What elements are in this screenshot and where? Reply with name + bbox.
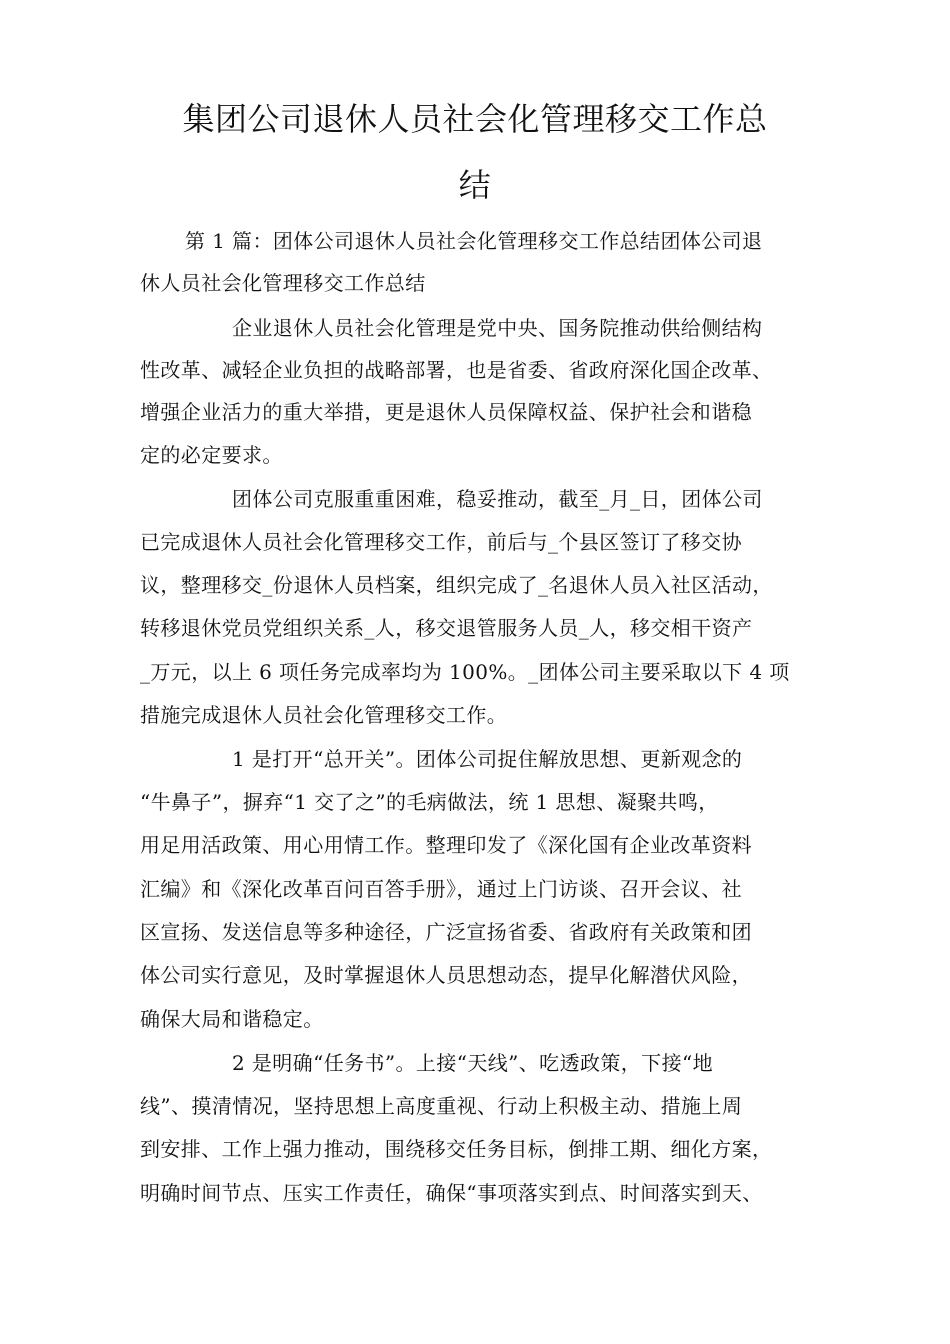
- body-line: 企业退休人员社会化管理是党中央、国务院推动供给侧结构: [232, 316, 763, 340]
- body-line: 团体公司克服重重困难，稳妥推动，截至_月_日，团体公司: [232, 487, 763, 511]
- document-title-line-2: 结: [458, 166, 492, 204]
- body-line: 休人员社会化管理移交工作总结: [140, 271, 426, 295]
- body-line: 区宣扬、发送信息等多种途径，广泛宣扬省委、省政府有关政策和团: [140, 920, 752, 944]
- body-line: 性改革、减轻企业负担的战略部署，也是省委、省政府深化国企改革、: [140, 358, 773, 382]
- body-line: 2 是明确“任务书”。上接“天线”、吃透政策，下接“地: [232, 1051, 714, 1075]
- body-line: 已完成退休人员社会化管理移交工作，前后与_个县区签订了移交协: [140, 530, 742, 554]
- body-line: _万元，以上 6 项任务完成率均为 100%。_团体公司主要采取以下 4 项: [140, 660, 790, 684]
- body-line: 明确时间节点、压实工作责任，确保“事项落实到点、时间落实到天、: [140, 1181, 763, 1205]
- document-title-line-1: 集团公司退休人员社会化管理移交工作总: [182, 100, 768, 138]
- body-line: 第 1 篇：团体公司退休人员社会化管理移交工作总结团体公司退: [185, 229, 763, 253]
- body-line: 议，整理移交_份退休人员档案，组织完成了_名退休人员入社区活动，: [140, 573, 773, 597]
- body-line: 定的必定要求。: [140, 443, 283, 467]
- body-line: “牛鼻子”，摒弃“1 交了之”的毛病做法，统 1 思想、凝聚共鸣，: [140, 790, 719, 814]
- body-line: 转移退休党员党组织关系_人，移交退管服务人员_人，移交相干资产: [140, 616, 753, 640]
- body-line: 措施完成退休人员社会化管理移交工作。: [140, 703, 508, 727]
- body-line: 到安排、工作上强力推动，围绕移交任务目标，倒排工期、细化方案，: [140, 1137, 773, 1161]
- body-line: 体公司实行意见，及时掌握退休人员思想动态，提早化解潜伏风险，: [140, 963, 752, 987]
- body-line: 用足用活政策、用心用情工作。整理印发了《深化国有企业改革资料: [140, 833, 752, 857]
- body-line: 增强企业活力的重大举措，更是退休人员保障权益、保护社会和谐稳: [140, 400, 752, 424]
- body-line: 确保大局和谐稳定。: [140, 1007, 324, 1031]
- body-line: 汇编》和《深化改革百问百答手册》，通过上门访谈、召开会议、社: [140, 877, 742, 901]
- body-line: 线”、摸清情况，坚持思想上高度重视、行动上积极主动、措施上周: [140, 1094, 743, 1118]
- body-line: 1 是打开“总开关”。团体公司捉住解放思想、更新观念的: [232, 747, 743, 771]
